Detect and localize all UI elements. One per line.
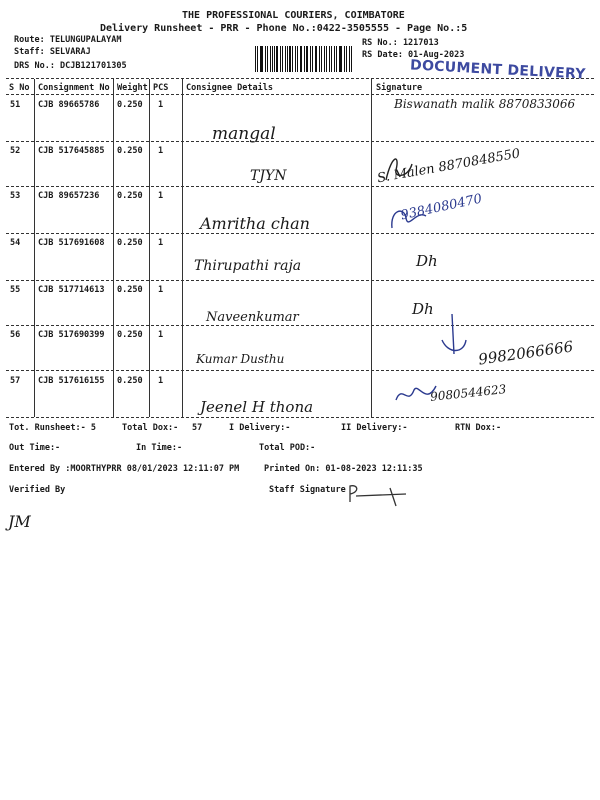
divider [6, 186, 594, 187]
route-label: Route: TELUNGUPALAYAM [14, 35, 122, 45]
row-consignment: CJB 517645885 [38, 146, 105, 156]
rs-number: RS No.: 1217013 [362, 38, 439, 48]
rs-date: RS Date: 01-Aug-2023 [362, 50, 465, 60]
divider [6, 325, 594, 326]
initials: JM [8, 512, 31, 531]
row-weight: 0.250 [117, 191, 143, 201]
total-dox-value: 57 [192, 423, 203, 433]
in-time: In Time:- [136, 443, 183, 453]
column-line [34, 79, 35, 417]
row-sno: 52 [10, 146, 21, 156]
divider [6, 370, 594, 371]
row-sno: 55 [10, 285, 21, 295]
col-weight: Weight [117, 83, 148, 93]
row-pcs: 1 [158, 146, 164, 156]
column-line [149, 79, 150, 417]
row-consignee: Thirupathi raja [194, 258, 302, 274]
row-consignee: Kumar Dusthu [196, 352, 285, 366]
signature-scribble-icon [392, 376, 440, 410]
row-consignment: CJB 517690399 [38, 330, 105, 340]
total-pod: Total POD:- [259, 443, 316, 453]
column-line [371, 79, 372, 417]
col-sno: S No [9, 83, 30, 93]
row-pcs: 1 [158, 376, 164, 386]
row-pcs: 1 [158, 100, 164, 110]
row-sno: 51 [10, 100, 21, 110]
total-dox-label: Total Dox:- [122, 423, 179, 433]
verified-by: Verified By [9, 485, 66, 495]
col-consignee: Consignee Details [186, 83, 273, 93]
row-consignment: CJB 89657236 [38, 191, 100, 201]
ii-delivery: II Delivery:- [341, 423, 408, 433]
row-signature: S. Malen 8870848550 [376, 146, 522, 187]
column-line [182, 79, 183, 417]
row-pcs: 1 [158, 238, 164, 248]
row-signature: 9384080470 [399, 191, 484, 224]
row-consignee: TJYN [250, 168, 287, 184]
divider [6, 280, 594, 281]
row-weight: 0.250 [117, 146, 143, 156]
row-signature: Dh [412, 300, 434, 318]
row-sno: 57 [10, 376, 21, 386]
document-delivery-stamp: DOCUMENT DELIVERY [409, 57, 587, 83]
entered-by: Entered By :MOORTHYPRR 08/01/2023 12:11:07 PM [9, 464, 240, 474]
row-weight: 0.250 [117, 238, 143, 248]
row-consignment: CJB 517691608 [38, 238, 105, 248]
signature-scribble-icon [386, 200, 446, 236]
row-consignment: CJB 517616155 [38, 376, 105, 386]
row-sno: 56 [10, 330, 21, 340]
row-weight: 0.250 [117, 285, 143, 295]
col-signature: Signature [376, 83, 423, 93]
row-signature: Biswanath malik 8870833066 [394, 97, 576, 111]
runsheet-subtitle: Delivery Runsheet - PRR - Phone No.:0422-3505555 - Page No.:5 [100, 23, 468, 34]
divider [6, 233, 594, 234]
row-weight: 0.250 [117, 100, 143, 110]
col-pcs: PCS [153, 83, 169, 93]
row-consignment: CJB 89665786 [38, 100, 100, 110]
row-consignee: mangal [212, 124, 276, 144]
row-sno: 54 [10, 238, 21, 248]
row-sno: 53 [10, 191, 21, 201]
printed-on: Printed On: 01-08-2023 12:11:35 [264, 464, 423, 474]
col-consignment: Consignment No [38, 83, 110, 93]
row-consignee: Jeenel H thona [200, 398, 314, 416]
drs-number: DRS No.: DCJB121701305 [14, 61, 127, 71]
tot-runsheet: Tot. Runsheet:- 5 [9, 423, 96, 433]
row-consignee: Naveenkumar [206, 310, 299, 325]
column-line [113, 79, 114, 417]
divider [6, 141, 594, 142]
signature-scribble-icon [436, 310, 476, 360]
row-consignment: CJB 517714613 [38, 285, 105, 295]
divider [6, 417, 594, 418]
staff-label: Staff: SELVARAJ [14, 47, 91, 57]
divider [6, 78, 594, 79]
row-pcs: 1 [158, 285, 164, 295]
out-time: Out Time:- [9, 443, 61, 453]
rtn-dox: RTN Dox:- [455, 423, 502, 433]
row-signature: Dh [416, 252, 438, 270]
divider [6, 94, 594, 95]
staff-signature-icon [346, 482, 436, 510]
company-name: THE PROFESSIONAL COURIERS, COIMBATORE [182, 10, 405, 21]
staff-signature-label: Staff Signature [269, 485, 346, 495]
row-signature: 9982066666 [477, 337, 575, 369]
signature-scribble-icon [378, 150, 438, 186]
row-signature: 9080544623 [429, 382, 507, 404]
row-pcs: 1 [158, 330, 164, 340]
row-weight: 0.250 [117, 330, 143, 340]
barcode [255, 46, 353, 72]
row-consignee: Amritha chan [200, 214, 310, 233]
row-pcs: 1 [158, 191, 164, 201]
i-delivery: I Delivery:- [229, 423, 291, 433]
row-weight: 0.250 [117, 376, 143, 386]
